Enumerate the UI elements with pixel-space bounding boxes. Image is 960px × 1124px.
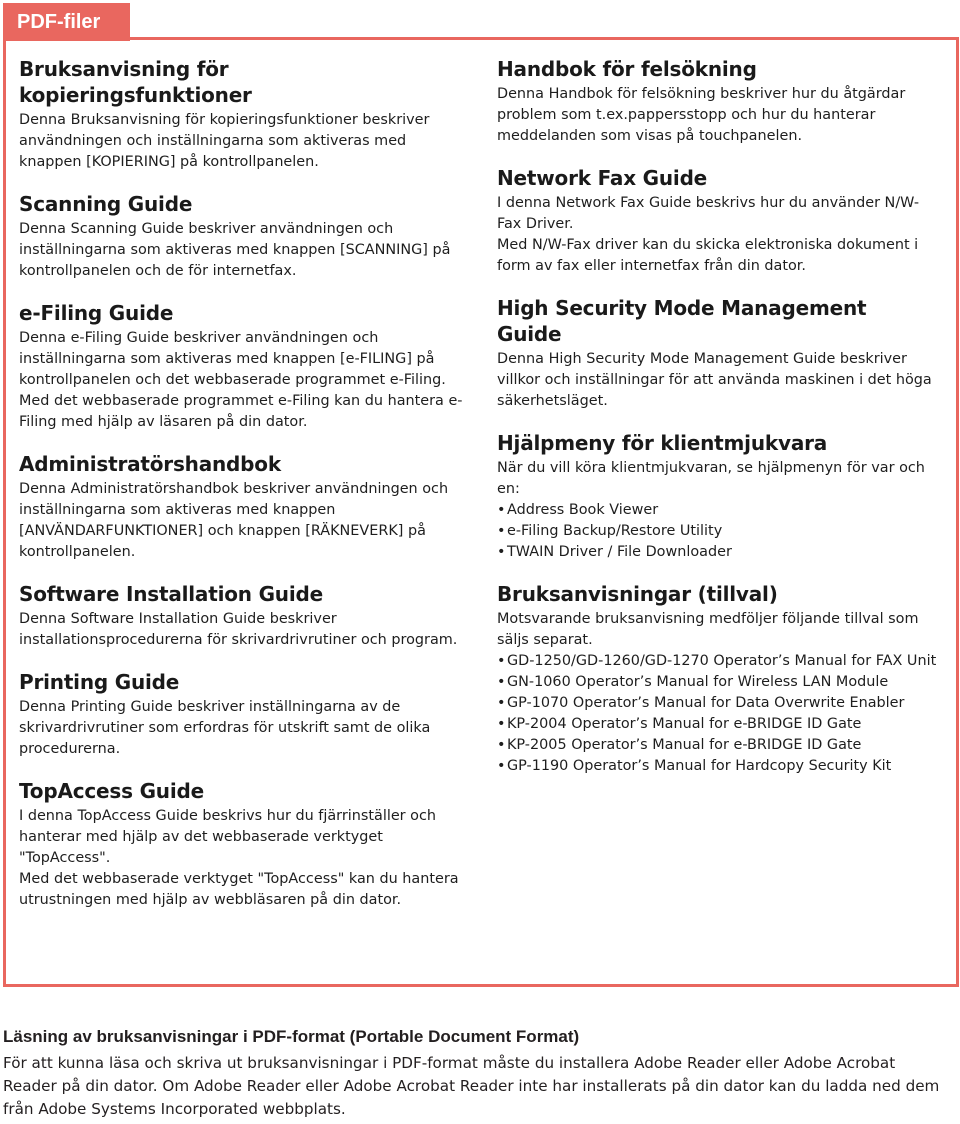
- list-item: • TWAIN Driver / File Downloader: [497, 542, 937, 563]
- section-title: e-Filing Guide: [19, 301, 174, 325]
- right-column: [497, 56, 937, 795]
- section-text: I denna Network Fax Guide beskrivs hur du använder N/W-Fax Driver.: [497, 195, 920, 232]
- guide-section: [19, 191, 467, 282]
- guide-section: [497, 581, 937, 777]
- section-text: Denna Scanning Guide beskriver användningen och inställningarna som aktiveras med knappen [SCANNING] på kontrollpanelen och de för internetfax.: [19, 221, 451, 279]
- section-title: Hjälpmeny för klientmjukvara: [497, 431, 828, 455]
- section-title: Administratörshandbok: [19, 452, 281, 476]
- section-text: Denna e-Filing Guide beskriver användningen och inställningarna som aktiveras med knappen [e-FILING] på kontrollpanelen och det webbaserade programmet e-Filing.: [19, 330, 446, 388]
- list-item: • GP-1070 Operator’s Manual for Data Overwrite Enabler: [497, 693, 937, 714]
- guide-section: [497, 430, 937, 563]
- list-item: • GD-1250/GD-1260/GD-1270 Operator’s Manual for FAX Unit: [497, 651, 937, 672]
- section-text: Denna Printing Guide beskriver inställningarna av de skrivardrivrutiner som erfordras för utskrift samt de olika procedurerna.: [19, 699, 431, 757]
- bullet-list: [497, 500, 937, 563]
- guide-section: [19, 56, 467, 173]
- section-text: Med det webbaserade verktyget "TopAccess" kan du hantera utrustningen med hjälp av webbläsaren på din dator.: [19, 871, 459, 908]
- section-text: Denna Handbok för felsökning beskriver hur du åtgärdar problem som t.ex.pappersstopp och hur du hanterar meddelanden som visas på touchpanelen.: [497, 86, 906, 144]
- list-item: • GN-1060 Operator’s Manual for Wireless LAN Module: [497, 672, 937, 693]
- section-text: Denna Bruksanvisning för kopieringsfunktioner beskriver användningen och inställningarna som aktiveras med knappen [KOPIERING] på kontrollpanelen.: [19, 112, 430, 170]
- section-title: TopAccess Guide: [19, 779, 204, 803]
- bullet-list: [497, 651, 937, 777]
- guide-section: [19, 669, 467, 760]
- footer-title: Läsning av bruksanvisningar i PDF-format (Portable Document Format): [3, 1027, 580, 1046]
- section-title: Network Fax Guide: [497, 166, 708, 190]
- guide-section: [497, 56, 937, 147]
- list-item: • Address Book Viewer: [497, 500, 937, 521]
- section-text: Denna Administratörshandbok beskriver användningen och inställningarna som aktiveras med knappen [ANVÄNDARFUNKTIONER] och knappen [RÄKNEVERK] på kontrollpanelen.: [19, 481, 449, 560]
- section-title: Scanning Guide: [19, 192, 193, 216]
- footer-text: För att kunna läsa och skriva ut bruksanvisningar i PDF-format måste du installera Adobe Reader eller Adobe Acrobat Reader på din dator. Om Adobe Reader eller Adobe Acrobat Reader inte har installerats på din dator kan du ladda ned dem från Adobe Systems Incorporated webbplats.: [3, 1054, 940, 1118]
- section-title: Printing Guide: [19, 670, 180, 694]
- pdf-files-tab: PDF-filer: [3, 3, 130, 41]
- section-title: Bruksanvisning för kopieringsfunktioner: [19, 57, 252, 107]
- guide-section: [19, 778, 467, 911]
- list-item: • e-Filing Backup/Restore Utility: [497, 521, 937, 542]
- section-title: Handbok för felsökning: [497, 57, 757, 81]
- list-item: • KP-2004 Operator’s Manual for e-BRIDGE ID Gate: [497, 714, 937, 735]
- list-item: • KP-2005 Operator’s Manual for e-BRIDGE ID Gate: [497, 735, 937, 756]
- section-text: När du vill köra klientmjukvaran, se hjälpmenyn för var och en:: [497, 460, 925, 497]
- section-title: Software Installation Guide: [19, 582, 323, 606]
- guide-section: [19, 581, 467, 651]
- guide-section: [19, 300, 467, 433]
- pdf-reading-note: [3, 1026, 943, 1121]
- guide-section: [19, 451, 467, 563]
- left-column: [19, 56, 467, 929]
- guide-section: [497, 165, 937, 277]
- section-text: Denna Software Installation Guide beskriver installationsprocedurerna för skrivardrivrutiner och program.: [19, 611, 458, 648]
- section-text: Denna High Security Mode Management Guide beskriver villkor och inställningar för att använda maskinen i det höga säkerhetsläget.: [497, 351, 932, 409]
- section-text: Med N/W-Fax driver kan du skicka elektroniska dokument i form av fax eller internetfax från din dator.: [497, 237, 919, 274]
- section-title: Bruksanvisningar (tillval): [497, 582, 778, 606]
- section-text: Med det webbaserade programmet e-Filing kan du hantera e-Filing med hjälp av läsaren på din dator.: [19, 393, 463, 430]
- section-text: I denna TopAccess Guide beskrivs hur du fjärrinställer och hanterar med hjälp av det webbaserade verktyget "TopAccess".: [19, 808, 436, 866]
- list-item: • GP-1190 Operator’s Manual for Hardcopy Security Kit: [497, 756, 937, 777]
- section-text: Motsvarande bruksanvisning medföljer följande tillval som säljs separat.: [497, 611, 919, 648]
- section-title: High Security Mode Management Guide: [497, 296, 867, 346]
- guide-section: [497, 295, 937, 412]
